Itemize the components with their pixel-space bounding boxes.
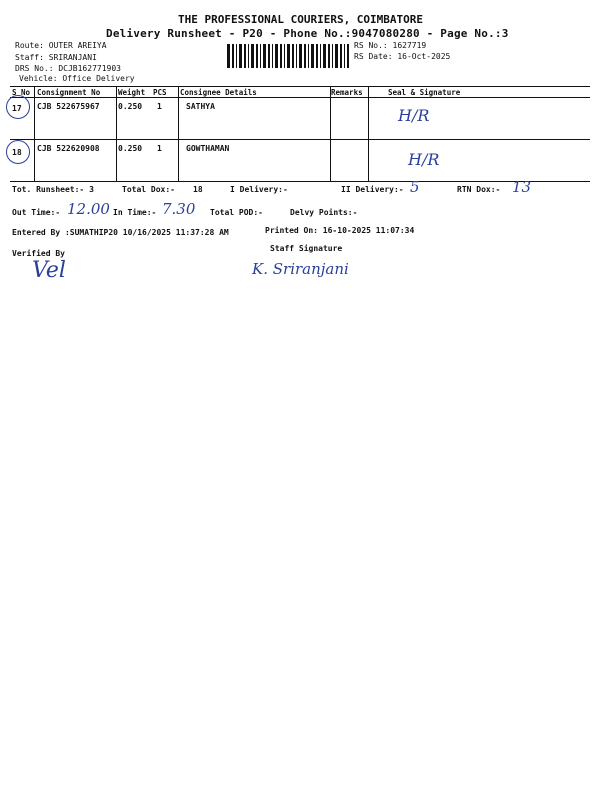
col-header-consignee: Consignee Details [180, 88, 257, 97]
col-header-consignment: Consignment No [37, 88, 101, 97]
col-header-sno: S No [12, 88, 31, 97]
i-delivery-label: I Delivery:- [230, 185, 288, 194]
row-consignee: GOWTHAMAN [186, 144, 230, 153]
row-consignee: SATHYA [186, 102, 215, 111]
entered-by: Entered By :SUMATHIP20 10/16/2025 11:37:28 AM [12, 228, 229, 237]
total-dox-label: Total Dox:- [122, 185, 175, 194]
row-pcs: 1 [157, 102, 162, 111]
staff-signature: K. Sriranjani [252, 260, 349, 278]
row-consignment: CJB 522620908 [37, 144, 100, 153]
runsheet-table [10, 86, 590, 182]
ii-delivery-value: 5 [410, 178, 420, 196]
total-pod-label: Total POD:- [210, 208, 263, 217]
out-time-label: Out Time:- [12, 208, 61, 217]
row-sno: 17 [12, 104, 22, 113]
row-seal-handwritten: H/R [408, 150, 440, 169]
rs-number: RS No.: 1627719 [354, 41, 427, 50]
staff-signature-label: Staff Signature [270, 244, 343, 253]
col-header-weight: Weight [118, 88, 146, 97]
printed-on: Printed On: 16-10-2025 11:07:34 [265, 226, 415, 235]
total-dox-value: 18 [193, 185, 203, 194]
row-weight: 0.250 [118, 102, 143, 111]
rtn-dox-value: 13 [512, 178, 532, 196]
rs-date: RS Date: 16-Oct-2025 [354, 52, 451, 61]
tot-runsheet: Tot. Runsheet:- 3 [12, 185, 94, 194]
verified-signature: Vel [32, 258, 66, 283]
row-seal-handwritten: H/R [398, 106, 430, 125]
barcode-image [227, 44, 349, 68]
staff-label: Staff: SRIRANJANI [15, 53, 97, 62]
verified-by-label: Verified By [12, 249, 65, 258]
company-title: THE PROFESSIONAL COURIERS, COIMBATORE [178, 13, 424, 26]
ii-delivery-label: II Delivery:- [341, 185, 404, 194]
col-header-remarks: Remarks [331, 88, 363, 97]
runsheet-title: Delivery Runsheet - P20 - Phone No.:9047080280 - Page No.:3 [106, 27, 509, 40]
row-weight: 0.250 [118, 144, 143, 153]
col-header-pcs: PCS [153, 88, 167, 97]
row-pcs: 1 [157, 144, 162, 153]
vehicle-label: Vehicle: Office Delivery [19, 74, 135, 83]
delvy-points-label: Delvy Points:- [290, 208, 358, 217]
row-consignment: CJB 522675967 [37, 102, 100, 111]
in-time-label: In Time:- [113, 208, 157, 217]
route-label: Route: OUTER AREIYA [15, 41, 107, 50]
drs-number: DRS No.: DCJB162771903 [15, 64, 121, 73]
in-time-value: 7.30 [162, 200, 196, 218]
rtn-dox-label: RTN Dox:- [457, 185, 501, 194]
col-header-seal-signature: Seal & Signature [388, 88, 461, 97]
out-time-value: 12.00 [67, 200, 110, 218]
row-sno: 18 [12, 148, 22, 157]
